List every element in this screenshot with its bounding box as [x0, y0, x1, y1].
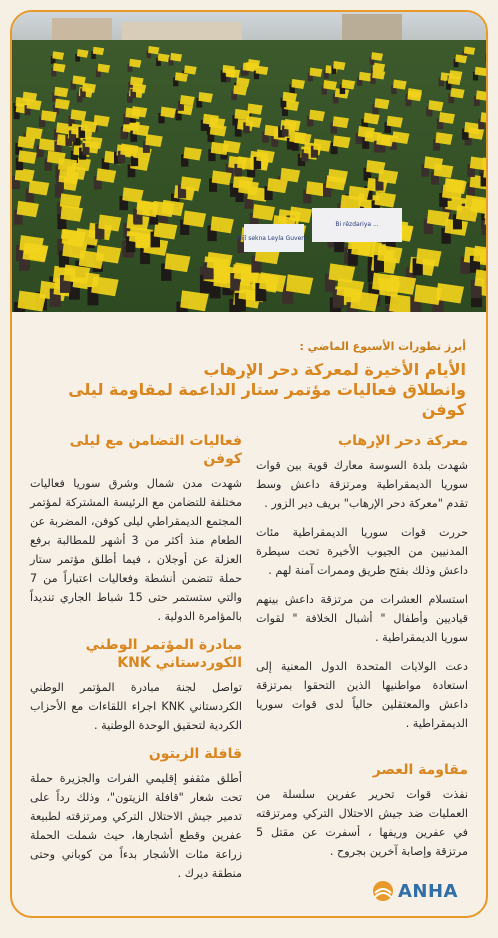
anha-logo-icon [372, 880, 394, 902]
content-area [12, 312, 486, 916]
paragraph: أطلق مثقفو إقليمي الفرات والجزيرة حملة تحت شعار "قافلة الزيتون"، وذلك رداً على تدمير جيش الاحتلال التركي ومرتزقته لطبيعة عفرين وقطع أشجارها، حيث شملت الحملة زراعة مئات الأشجار بدءاً من كوباني وحتى منطقة ديرك . [30, 772, 242, 880]
banner-1-text: Bijî sekna Leyla Guven... [237, 235, 311, 242]
paragraph: تواصل لجنة مبادرة المؤتمر الوطني الكردستاني KNK اجراء اللقاءات مع الأحزاب الكردية لتحقيق الوحدة الوطنية . [30, 681, 242, 732]
paragraph: حررت قوات سوريا الديمقراطية مئات المدنيين من الجيوب الأخيرة تحت سيطرة داعش وذلك بفتح طريق وممرات آمنة لهم . [256, 526, 468, 577]
page-title [36, 360, 466, 420]
section-heading: فعاليات التضامن مع ليلى كوفن [69, 433, 242, 467]
anha-logo-text: ANHA [398, 880, 458, 902]
paragraph: شهدت مدن شمال وشرق سوريا فعاليات مختلفة للتضامن مع الرئيسة المشتركة لمؤتمر المجتمع الديمقراطي ليلى كوفن، المضربة عن الطعام منذ أكثر من 3 أشهر للمطالبة برفع العزلة عن أوجلان ، فيما أطلق مؤتمر ستار حملة تتضمن أنشطة وفعاليات اعتباراً من 7 والتي ستستمر حتى 15 شباط الجاري تنديداً بالمؤامرة الدولية . [30, 477, 242, 623]
left-column [30, 432, 242, 893]
banner-2-text: Bi rêzdariya ... [335, 221, 379, 228]
paragraph: نفذت قوات تحرير عفرين سلسلة من العمليات ضد جيش الاحتلال التركي ومرتزقته في عفرين وريفها ، أسفرت عن مقتل 5 مرتزقة وإصابة آخرين بجروح . [256, 788, 468, 858]
card-frame [10, 10, 488, 918]
paragraph: استسلام العشرات من مرتزقة داعش بينهم قياديين وأطفال " أشبال الخلافة " لقوات سوريا الديمقراطية . [256, 593, 468, 644]
section-terror-battle [256, 432, 468, 733]
paragraph: دعت الولايات المتحدة الدول المعنية إلى استعادة مواطنيها الذين التحقوا بمرتزقة داعش والمعتقلين حالياً لدى قوات سوريا الديمقراطية . [256, 660, 468, 730]
rally-photo [12, 12, 486, 312]
kicker-text: أبرز تطورات الأسبوع الماضي : [299, 340, 466, 353]
section-heading: معركة دحر الإرهاب [338, 433, 468, 449]
section-heading: مبادرة المؤتمر الوطني الكوردستاني KNK [85, 637, 242, 671]
section-olive-convoy [30, 745, 242, 883]
anha-logo [372, 880, 458, 902]
paragraph: شهدت بلدة السوسة معارك قوية بين قوات سوريا الديمقراطية ومرتزقة داعش وسط تقدم "معركة دحر الإرهاب" بريف دير الزور . [256, 459, 468, 510]
section-heading: قافلة الزيتون [148, 746, 242, 762]
section-heading: مقاومة العصر [372, 762, 468, 778]
rally-image [12, 12, 486, 312]
title-line-1: الأيام الأخيرة لمعركة دحر الإرهاب [203, 360, 466, 379]
section-solidarity [30, 432, 242, 626]
section-resistance [256, 761, 468, 861]
right-column [256, 432, 468, 871]
section-knk [30, 636, 242, 735]
title-line-2: وانطلاق فعاليات مؤتمر ستار الداعمة لمقاومة ليلى كوفن [68, 380, 466, 419]
